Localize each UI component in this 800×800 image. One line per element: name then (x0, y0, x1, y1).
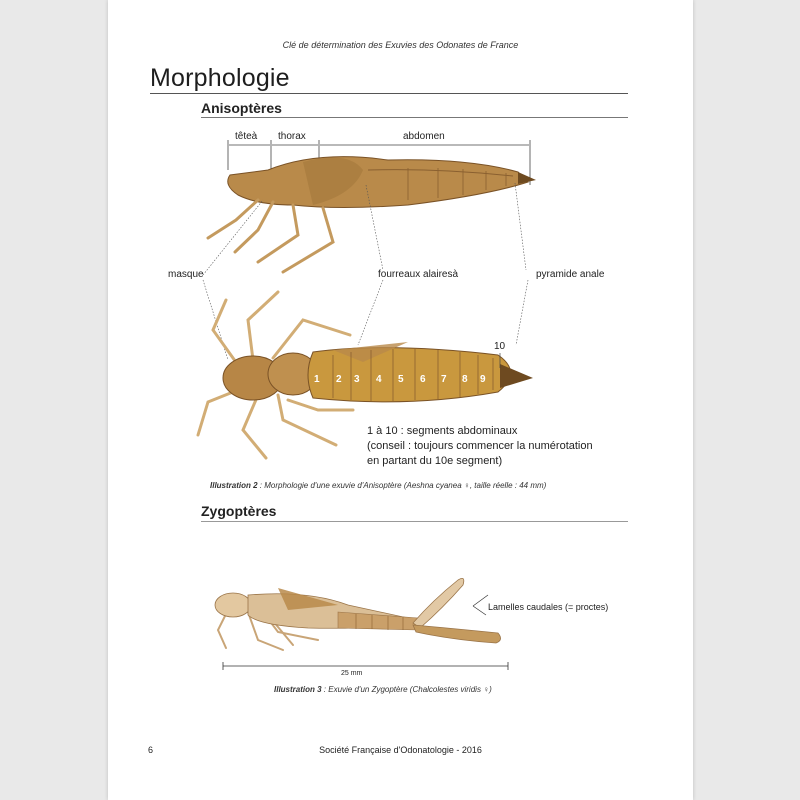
label-abdomen: abdomen (403, 131, 445, 142)
label-lamelles: Lamelles caudales (= proctes) (488, 602, 609, 612)
segment-2: 2 (336, 374, 342, 385)
segments-note (367, 424, 593, 469)
zygoptere-exuvia (215, 578, 501, 650)
scale-bar (223, 662, 508, 670)
zygopteres-rule (201, 521, 628, 522)
segment-8: 8 (462, 374, 468, 385)
label-tete: têteà (235, 131, 258, 142)
label-segment-10: 10 (494, 341, 506, 352)
lateral-exuvia (208, 157, 536, 272)
note-line-3: en partant du 10e segment) (367, 455, 503, 467)
segment-9: 9 (480, 374, 486, 385)
caption-3-label: Illustration 3 (274, 685, 322, 694)
caption-2-label: Illustration 2 (210, 481, 258, 490)
segment-1: 1 (314, 374, 320, 385)
note-line-2: (conseil : toujours commencer la numérotation (367, 440, 593, 452)
anisoptere-figure (108, 0, 693, 800)
scale-label: 25 mm (341, 670, 363, 677)
illustration-2-caption (210, 481, 546, 490)
label-pyramide: pyramide anale (536, 269, 605, 280)
running-header: Clé de détermination des Exuvies des Odonates de France (282, 40, 519, 50)
leader-lines (203, 183, 528, 360)
label-masque: masque (168, 269, 204, 280)
illustration-3-caption (274, 685, 492, 694)
anisopteres-heading: Anisoptères (201, 100, 282, 116)
segment-4: 4 (376, 374, 382, 385)
segment-3: 3 (354, 374, 360, 385)
lamelles-arrows (473, 595, 488, 615)
document-page (108, 0, 693, 800)
segment-6: 6 (420, 374, 426, 385)
page-number: 6 (148, 745, 154, 755)
label-thorax: thorax (278, 131, 306, 142)
segment-5: 5 (398, 374, 404, 385)
caption-3-text: : Exuvie d'un Zygoptère (Chalcolestes viridis ♀) (321, 685, 492, 694)
segment-7: 7 (441, 374, 447, 385)
label-fourreaux: fourreaux alairesà (378, 269, 459, 280)
note-line-1: 1 à 10 : segments abdominaux (367, 425, 518, 437)
zygopteres-heading: Zygoptères (201, 503, 277, 519)
caption-2-text: : Morphologie d'une exuvie d'Anisoptère (Aeshna cyanea ♀, taille réelle : 44 mm) (257, 481, 547, 490)
footer-publisher: Société Française d'Odonatologie - 2016 (319, 745, 482, 755)
page-title: Morphologie (150, 64, 290, 92)
